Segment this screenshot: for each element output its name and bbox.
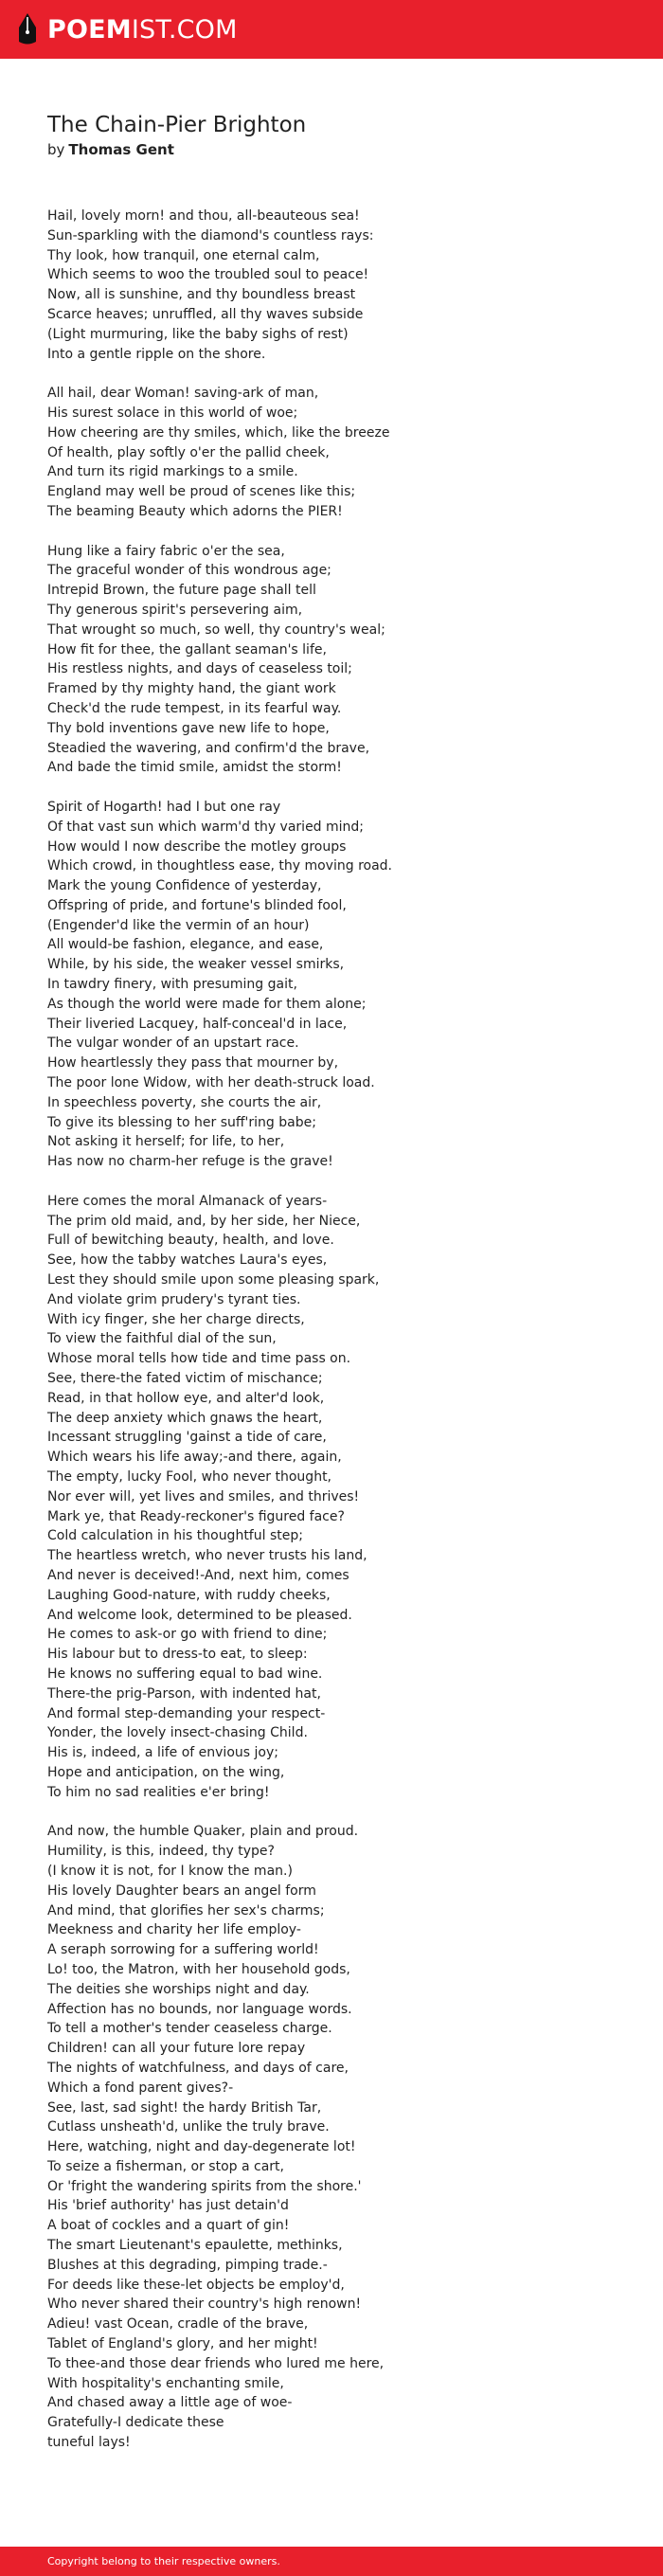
poem-line: He comes to ask-or go with friend to dine; [47,1627,328,1643]
poem-line: The deep anxiety which gnaws the heart, [47,1410,323,1426]
poem-line: Mark the young Confidence of yesterday, [47,878,322,894]
poem-line: His restless nights, and days of ceaseless toil; [47,661,352,677]
poem-line: To him no sad realities e'er bring! [47,1784,270,1800]
poem-line: To tell a mother's tender ceaseless charge. [47,2021,332,2037]
poem-line: England may well be proud of scenes like this; [47,484,356,500]
poem-line: Lo! too, the Matron, with her household gods, [47,1961,350,1977]
poem-line: Hung like a fairy fabric o'er the sea, [47,543,285,559]
poem-line: (I know it is not, for I know the man.) [47,1863,293,1879]
poem-line: Here, watching, night and day-degenerate lot! [47,2139,356,2155]
poem-line: His lovely Daughter bears an angel form [47,1882,316,1899]
poem-line: Hope and anticipation, on the wing, [47,1764,285,1780]
poem-line: The prim old maid, and, by her side, her Niece, [47,1213,361,1229]
poem-line: Into a gentle ripple on the shore. [47,346,266,362]
poem-line: To give its blessing to her suff'ring babe; [47,1114,316,1130]
poem-line: Steadied the wavering, and confirm'd the brave, [47,740,370,756]
poem-line: And bade the timid smile, amidst the storm! [47,760,342,776]
poem-line: Spirit of Hogarth! had I but one ray [47,799,281,815]
poem-line: Nor ever will, yet lives and smiles, and thrives! [47,1488,360,1504]
poem-line: The deities she worships night and day. [47,1981,310,1997]
poem-line: Yonder, the lovely insect-chasing Child. [47,1725,308,1741]
poem-line: Cold calculation in his thoughtful step; [47,1528,303,1544]
brand-bold: POEM [47,14,132,45]
poem-line: In tawdry finery, with presuming gait, [47,977,297,993]
poem-line: And never is deceived!-And, next him, comes [47,1567,349,1583]
poem-line: The nights of watchfulness, and days of care, [47,2060,349,2076]
poem-line: Hail, lovely morn! and thou, all-beauteous sea! [47,208,360,224]
poem-line: All hail, dear Woman! saving-ark of man, [47,386,319,402]
poem-line: Whose moral tells how tide and time pass on. [47,1351,351,1367]
poem-line: Has now no charm-her refuge is the grave! [47,1154,333,1170]
stanza [47,1192,635,1803]
poem-line: Check'd the rude tempest, in its fearful way. [47,700,342,716]
poem-line: Scarce heaves; unruffled, all thy waves subside [47,306,364,322]
poem-line: Which wears his life away;-and there, again, [47,1450,342,1466]
poem-line: Read, in that hollow eye, and alter'd look, [47,1390,325,1406]
poem-line: The poor lone Widow, with her death-struck load. [47,1075,375,1091]
poem-line: Which crowd, in thoughtless ease, thy moving road. [47,858,392,874]
poem-line: Here comes the moral Almanack of years- [47,1193,328,1209]
poem-line: Of that vast sun which warm'd thy varied mind; [47,819,365,835]
brand-light: IST.COM [131,14,238,45]
poem-line: How heartlessly they pass that mourner by, [47,1055,339,1072]
poem-line: And now, the humble Quaker, plain and proud. [47,1824,359,1840]
poem-line: Not asking it herself; for life, to her, [47,1134,285,1150]
poem-line: (Light murmuring, like the baby sighs of rest) [47,326,349,342]
stanza [47,1822,635,2453]
poem-line: In speechless poverty, she courts the air, [47,1094,322,1110]
poem-line: Thy bold inventions gave new life to hope, [47,720,330,736]
poem-line: Or 'fright the wandering spirits from the shore.' [47,2178,362,2194]
poem-line: That wrought so much, so well, thy country's weal; [47,621,385,638]
poem-line: Affection has no bounds, nor language words. [47,2001,352,2017]
site-brand [47,14,238,45]
poem-line: Meekness and charity her life employ- [47,1922,301,1938]
poem-line: Cutlass unsheath'd, unlike the truly brave. [47,2119,330,2135]
stanza [47,542,635,779]
poem-line: How cheering are thy smiles, which, like the breeze [47,424,390,441]
poem-line: See, last, sad sight! the hardy British Tar, [47,2099,322,2116]
site-header [0,0,663,59]
poem-line: Thy look, how tranquil, one eternal calm, [47,247,320,263]
pen-nib-icon [17,12,38,46]
poem-line: He knows no suffering equal to bad wine. [47,1666,323,1682]
poem-line: To thee-and those dear friends who lured me here, [47,2355,385,2371]
poem-line: And formal step-demanding your respect- [47,1705,326,1721]
stanza [47,384,635,522]
poem-line: Blushes at this degrading, pimping trade.- [47,2257,328,2273]
poem-line: Mark ye, that Ready-reckoner's figured face? [47,1508,345,1524]
copyright-text: Copyright belong to their respective owners. [47,2555,280,2567]
poem-line: His is, indeed, a life of envious joy; [47,1745,278,1761]
poem-line: And welcome look, determined to be pleased. [47,1607,352,1623]
poem-line: Sun-sparkling with the diamond's countless rays: [47,227,374,243]
poem-line: His surest solace in this world of woe; [47,405,298,421]
poem-line: His labour but to dress-to eat, to sleep: [47,1647,308,1663]
poem-line: How would I now describe the motley groups [47,838,347,855]
poem-line: (Engender'd like the vermin of an hour) [47,917,310,933]
poem-line: Gratefully-I dedicate these [47,2415,224,2431]
site-footer [0,2547,663,2576]
poem-line: The smart Lieutenant's epaulette, methinks, [47,2238,343,2254]
poem-line: A seraph sorrowing for a suffering world! [47,1942,319,1958]
poem-line: tuneful lays! [47,2435,131,2451]
poem-line: The vulgar wonder of an upstart race. [47,1036,299,1052]
poem-line: With icy finger, she her charge directs, [47,1311,305,1327]
poem-line: See, how the tabby watches Laura's eyes, [47,1252,328,1269]
poem-line: And violate grim prudery's tyrant ties. [47,1291,301,1307]
poem-line: Intrepid Brown, the future page shall tell [47,583,316,599]
poem-line: The empty, lucky Fool, who never thought, [47,1469,332,1485]
poem-body [47,207,635,2473]
poem-line: Which seems to woo the troubled soul to peace! [47,267,369,283]
poem-line: Thy generous spirit's persevering aim, [47,602,303,618]
poem-title: The Chain-Pier Brighton [47,113,307,137]
poem-line: And mind, that glorifies her sex's charms; [47,1902,325,1918]
byline [47,140,616,159]
poem-heading [47,112,616,159]
poem-line: Tablet of England's glory, and her might! [47,2336,318,2352]
poem-line: Of health, play softly o'er the pallid cheek, [47,444,330,460]
stanza [47,798,635,1172]
site-logo-link[interactable] [17,12,238,46]
poem-line: With hospitality's enchanting smile, [47,2375,284,2391]
poem-line: The heartless wretch, who never trusts his land, [47,1548,367,1564]
stanza [47,207,635,364]
poem-line: Who never shared their country's high renown! [47,2297,362,2313]
poem-line: The graceful wonder of this wondrous age; [47,563,332,579]
poem-line: Humility, is this, indeed, thy type? [47,1844,275,1860]
poem-line: Lest they should smile upon some pleasing spark, [47,1272,380,1288]
poem-line: A boat of cockles and a quart of gin! [47,2218,290,2234]
poem-line: As though the world were made for them alone; [47,996,367,1012]
poem-line: Incessant struggling 'gainst a tide of care, [47,1430,327,1446]
poem-line: To view the faithful dial of the sun, [47,1331,277,1347]
poem-line: While, by his side, the weaker vessel smirks, [47,957,345,973]
poem-line: Children! can all your future lore repay [47,2041,306,2057]
poem-line: Framed by thy mighty hand, the giant work [47,681,336,697]
by-label: by [47,141,65,158]
poem-line: Now, all is sunshine, and thy boundless breast [47,287,356,303]
poem-line: The beaming Beauty which adorns the PIER! [47,503,343,519]
poem-line: Laughing Good-nature, with ruddy cheeks, [47,1587,331,1603]
poem-line: To seize a fisherman, or stop a cart, [47,2158,284,2174]
poem-line: For deeds like these-let objects be employ'd, [47,2277,345,2293]
poem-line: See, there-the fated victim of mischance; [47,1371,323,1387]
poem-line: All would-be fashion, elegance, and ease, [47,937,324,953]
poem-line: Which a fond parent gives?- [47,2080,234,2096]
poem-line: And turn its rigid markings to a smile. [47,464,298,480]
poem-line: Adieu! vast Ocean, cradle of the brave, [47,2316,309,2333]
poem-line: How fit for thee, the gallant seaman's life, [47,641,327,658]
poem-line: His 'brief authority' has just detain'd [47,2198,289,2214]
poem-line: Their liveried Lacquey, half-conceal'd in lace, [47,1016,348,1032]
poem-line: Offspring of pride, and fortune's blinded fool, [47,897,347,913]
poem-line: Full of bewitching beauty, health, and love. [47,1233,334,1249]
author-link[interactable]: Thomas Gent [68,141,174,158]
poem-line: And chased away a little age of woe- [47,2395,293,2411]
poem-line: There-the prig-Parson, with indented hat, [47,1685,321,1702]
